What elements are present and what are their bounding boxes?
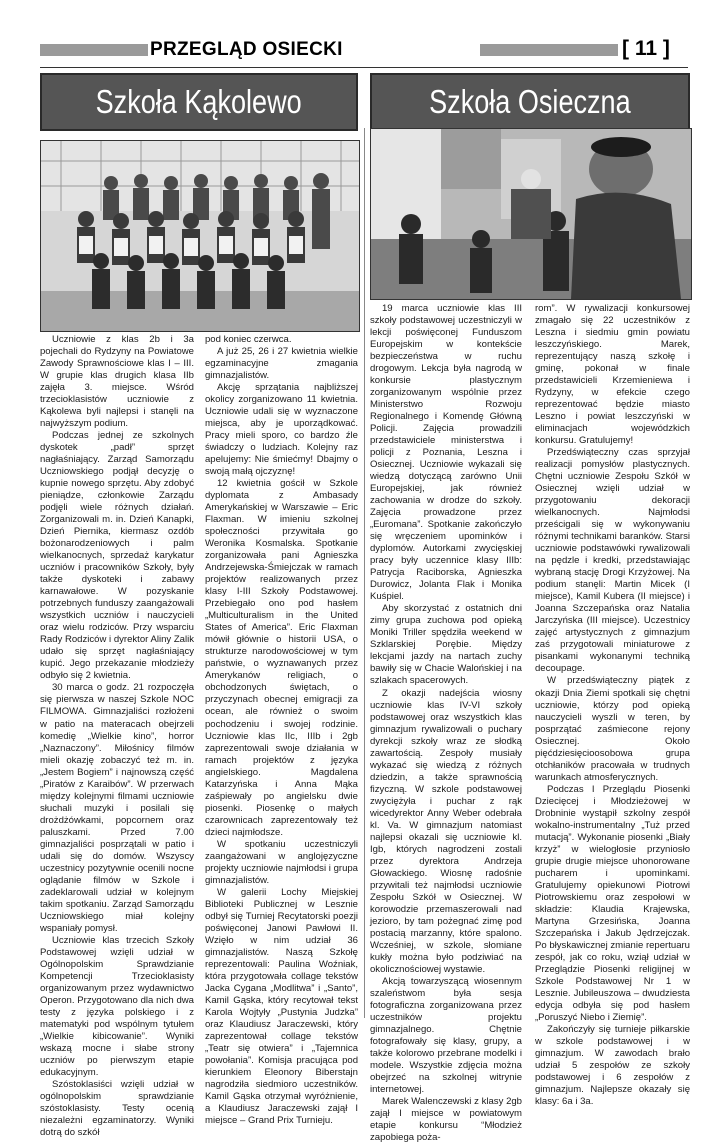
paragraph: Akcję sprzątania najbliższej okolicy zorganizowano 11 kwietnia. Uczniowie udali się w wyznaczone miejsca, aby je uporządkować. Pracy mieli sporo, co bardzo źle świadczy o ludziach. Kolejny raz apelujemy: Nie śmiećmy! Dbajmy o swoją małą ojczyznę! [205, 382, 358, 478]
photo-kakolewo-students [40, 140, 360, 332]
column-divider [364, 128, 365, 1018]
paragraph: W przedświąteczny piątek z okazji Dnia Ziemi spotkali się chętni uczniowie, którzy pod opieką nauczycieli wyszli w teren, by posprzątać zaśmiecone rejony Osiecznej. Około pięćdziesięcioosobowa grupa otchłaników pracowała w trudnych warunkach atmosferycznych. [535, 675, 690, 783]
photo-osieczna-police-visit [370, 128, 692, 300]
paragraph: Szóstoklasiści wzięli udział w ogólnopolskim sprawdzianie szóstoklasisty. Testy ocenią niezależni egzaminatorzy. Wyniki dotrą do szkół [40, 1078, 194, 1139]
text-column-1 [40, 334, 194, 1139]
text-column-3 [370, 303, 522, 1144]
paragraph: Przedświąteczny czas sprzyjał realizacji pomysłów plastycznych. Chętni uczniowie Zespołu Szkół w Osiecznej wzięli udział w przygotowaniu dekoracji wielkanocnych. Najmłodsi prześcigali się w wykonywaniu różnymi technikami baranków. Starsi uczniowie podstawówki rywalizowali na pędzle i kredki, przedstawiając wybraną stację Drogi Krzyżowej. Na podium stanęli: Martin Micek (I miejsce), Kamil Kubera (II miejsce) i Joanna Szczepańska oraz Natalia Jarczyńska (III miejsce). Uczestnicy zajęć artystycznych z gimnazjum zaś przygotowali miniaturowe z pisankami wykonanymi techniką decoupage. [535, 447, 690, 675]
paragraph: 30 marca o godz. 21 rozpoczęła się pierwsza w naszej Szkole NOC FILMOWA. Gimnazjaliści rozłożeni w patio na materacach obejrzeli komedię „Wielkie kino”, horror „Naznaczony”. Miłośnicy filmów mieli okazję zobaczyć też m. in. „Jestem Bogiem” i najnowszą część „Piratów z Karaibów”. W przerwach między kolejnymi filmami uczniowie słuchali muzyki i posilali się drożdżówkami, popcornem oraz paluszkami. Przed 7.00 gimnazjaliści posprzątali w patio i udali się do domów. Wszyscy uczestnicy pozytywnie ocenili nocne oglądanie filmów w Szkole i zadeklarowali udział w kolejnym takim spotkaniu. Zarząd Samorządu Uczniowskiego miał kolejny wspaniały pomysł. [40, 682, 194, 934]
photo-kakolewo-image [41, 141, 359, 331]
article-title-right: Szkoła Osieczna [429, 83, 631, 120]
page-number: [ 11 ] [622, 37, 670, 60]
paragraph: Zakończyły się turnieje piłkarskie w szkole podstawowej i w gimnazjum. W zawodach brało udział 5 zespołów ze szkoły podstawowej i 6 zespołów z gimnazjum. Najlepsze okazały się klasy: 6a i 3a. [535, 1023, 690, 1108]
paragraph: Podczas I Przeglądu Piosenki Dziecięcej i Młodzieżowej w Drobninie wystąpił szkolny zespół wokalno-instrumentalny „Tuż przed mutacją”. Wykonanie piosenki „Biały krzyż” w wielogłosie przyniosło grupie drugie miejsce uhonorowane pucharem i upominkami. Gratulujemy opiekunowi Piotrowi Piotrowskiemu oraz zespołowi w składzie: Klaudia Krajewska, Martyna Grzesińska, Joanna Szczepańska i Jakub Jędrzejczak. Po błyskawicznej zmianie repertuaru zespół, jak co roku, wziął udział w Przeglądzie Piosenki religijnej w Szkole Podstawowej Nr 1 w Lesznie. Jubileuszowa – dwudziesta edycja odbyła się pod hasłem „Poruszyć Niebo i Ziemię”. [535, 783, 690, 1023]
header-rule [40, 67, 688, 68]
paragraph: 19 marca uczniowie klas III szkoły podstawowej uczestniczyli w lekcji poświęconej Funduszom Europejskim w kontekście bezpieczeństwa w ruchu drogowym. Lekcja była nagrodą w konkursie plastycznym zorganizowanym wspólnie przez Ministerstwo Rozwoju Regionalnego i Komendę Główną Policji. Zajęcia prowadzili przedstawiciele ministerstwa i policji z Poznania, Leszna i Osiecznej. Uczniowie wykazali się wiedzą dotyczącą zarówno Unii Europejskiej, jak również zachowania w drodze do szkoły. Zajęcia prowadzone przez „Euromana”. Spotkanie zakończyło się wręczeniem upominków i dyplomów. Autorkami zwycięskiej pracy były uczennice klasy IIIb: Patrycja Raciborska, Agnieszka Durowicz, Jolanta Flak i Monika Kuśpiel. [370, 303, 522, 603]
header-decor-bar-left [40, 44, 148, 56]
paragraph: rom”. W rywalizacji konkursowej zmagało się 22 uczestników z Leszna i siedmiu gmin powiatu leszczyńskiego. Marek, reprezentujący naszą szkołę i gminę, pokonał w finale przedstawicieli Krzemieniewa i Rydzyny, w efekcie czego reprezentować będzie miasto Leszno i powiat leszczyński w eliminacjach wojewódzkich konkursu. Gratulujemy! [535, 303, 690, 447]
article-title-left: Szkoła Kąkolewo [95, 83, 303, 120]
paragraph: Akcją towarzyszącą wiosennym szaleństwom była sesja fotograficzna zorganizowana przez uczestników projektu gimnazjalnego. Chętnie fotografowały się klasy, grupy, a także kolorowo przebrane modelki i modele. Wszystkie zdjęcia można obejrzeć na szkolnej witrynie internetowej. [370, 975, 522, 1096]
paragraph: 12 kwietnia gościł w Szkole dyplomata z Ambasady Amerykańskiej w Warszawie – Eric Flaxman. W imieniu szkolnej społeczności przywitała go Weronika Kosmalska. Spotkanie zorganizowała pani Agnieszka Andrzejewska-Śmiejczak w ramach projektów realizowanych przez klasy I-III Szkoły Podstawowej. Przebiegało ono pod hasłem „Multiculturalism in the United States of America”. Eric Flaxman mówił głównie o historii USA, o strukturze narodowościowej w tym państwie, o wyznawanych przez Amerykanów religiach, o obchodzonych świętach, o przyczynach obecnej emigracji za ocean, ale również o swoim pochodzeniu i swojej rodzinie. Uczniowie klas IIc, IIIb i 2gb zaprezentowali swoje działania w ramach projektów z języka angielskiego. Magdalena Katarzyńska i Anna Mąka zaśpiewały po angielsku dwie piosenki. Piosenkę o małych czarownicach zaprezentowały też dzieci najmłodsze. [205, 478, 358, 838]
paragraph: Uczniowie z klas 2b i 3a pojechali do Rydzyny na Powiatowe Zawody Sprawnościowe klas I – III. W grupie klas drugich klasa IIb zajęła 3. miejsce. Wśród trzecioklasistów uczniowie z Kąkolewa byli najlepsi i stanęli na najwyższym podium. [40, 334, 194, 430]
paragraph: Marek Walenczewski z klasy 2gb zajął I miejsce w powiatowym etapie konkursu “Młodzież zapobiega poża- [370, 1096, 522, 1144]
paragraph: Z okazji nadejścia wiosny uczniowie klas IV-VI szkoły podstawowej oraz wszystkich klas gimnazjum rywalizowali o puchary dyrekcji szkoły wraz ze słodką zawartością. Zespoły musiały wykazać się wiedzą z różnych dziedzin, a także sprawnością fizyczną. W szkole podstawowej zwyciężyła i puchar z rąk wicedyrektor Anny Weber odebrała kl. Va. W gimnazjum natomiast najlepsi okazali się uczniowie kl. Igb, których nagrodzeni zostali przez dyrektora Andrzeja Głowackiego. Wiosnę radośnie przywitali też najmłodsi uczniowie Zespołu Szkół w Osiecznej. W korowodzie przemaszerowali nad jezioro, by tam pożegnać zimę pod postacią marzanny, które spalono. Wcześniej, w szkole, słomiane kukły można było podziwiać na okolicznościowej wystawie. [370, 687, 522, 975]
text-column-4 [535, 303, 690, 1108]
paragraph: W galerii Lochy Miejskiej Biblioteki Publicznej w Lesznie odbył się Turniej Recytatorski poezji poświęconej Janowi Pawłowi II. Wzięło w nim udział 36 gimnazjalistów. Naszą Szkołę reprezentowali: Paulina Woźniak, która przygotowała collage tekstów Jacka Cygana „Modlitwa” i „Santo”, Kamil Gąska, który recytował tekst Karola Wojtyły „Pustynia Judzka” oraz Klaudiusz Jaraczewski, który zaprezentował collage tekstów „Teatr się otwiera” i „Tajemnica powołania”. Komisja pracująca pod kierunkiem Eleonory Biberstajn nagrodziła siedmioro uczestników. Kamil Gąska otrzymał wyróżnienie, a Klaudiusz Jaraczewski zajął I miejsce – Grand Prix Turnieju. [205, 886, 358, 1127]
paragraph: pod koniec czerwca. [205, 334, 292, 345]
article-title-banner-left [40, 73, 358, 131]
paragraph: W spotkaniu uczestniczyli zaangażowani w anglojęzyczne projekty uczniowie najmłodsi i grupa gimnazjalistów. [205, 838, 358, 886]
paragraph: Uczniowie klas trzecich Szkoły Podstawowej wzięli udział w Ogólnopolskim Sprawdzianie Kompetencji Trzecioklasisty organizowanym przez wydawnictwo Operon. Przygotowano dla nich dwa testy z języka polskiego i z matematyki pod wspólnym tytułem „Wielkie kibicowanie”. Wyniki wskazą mocne i słabe strony uczniów po pierwszym etapie edukacyjnym. [40, 934, 194, 1078]
photo-osieczna-image [371, 129, 691, 299]
masthead-title: PRZEGLĄD OSIECKI [150, 39, 343, 60]
paragraph: A już 25, 26 i 27 kwietnia wielkie egzaminacyjne zmagania gimnazjalistów. [205, 346, 358, 382]
header-decor-bar-right [480, 44, 618, 56]
paragraph: Aby skorzystać z ostatnich dni zimy grupa zuchowa pod opieką Moniki Triller spędziła weekend w Szklarskiej Porębie. Między lekcjami jazdy na nartach zuchy bawiły się w Chacie Walońskiej i na szlakach spacerowych. [370, 603, 522, 687]
article-title-banner-right [370, 73, 690, 131]
paragraph: Podczas jednej ze szkolnych dyskotek „padł” sprzęt nagłaśniający. Zarząd Samorządu Uczniowskiego podjął decyzję o kupnie nowego sprzętu. Aby zdobyć pieniądze, członkowie Zarządu podjęli wiele różnych działań. Zorganizowali m. in. Dzień Kanapki, Dzień Piernika, kiermasz ozdób bożonarodzeniowych i palm wielkanocnych, sprzedaż karykatur uczniów i pracowników Szkoły, były także dyskoteki i zabawy karnawałowe. W pozyskanie potrzebnych funduszy zaangażowali wszystkich uczniów i nauczycieli oraz wielu rodziców. Przy wsparciu Rady Rodziców i dyrektor Aliny Zalik udało się sprzęt nagłaśniający kupić. Jego przekazanie młodzieży odbyło się 2 kwietnia. [40, 430, 194, 682]
text-column-2 [205, 334, 358, 1127]
